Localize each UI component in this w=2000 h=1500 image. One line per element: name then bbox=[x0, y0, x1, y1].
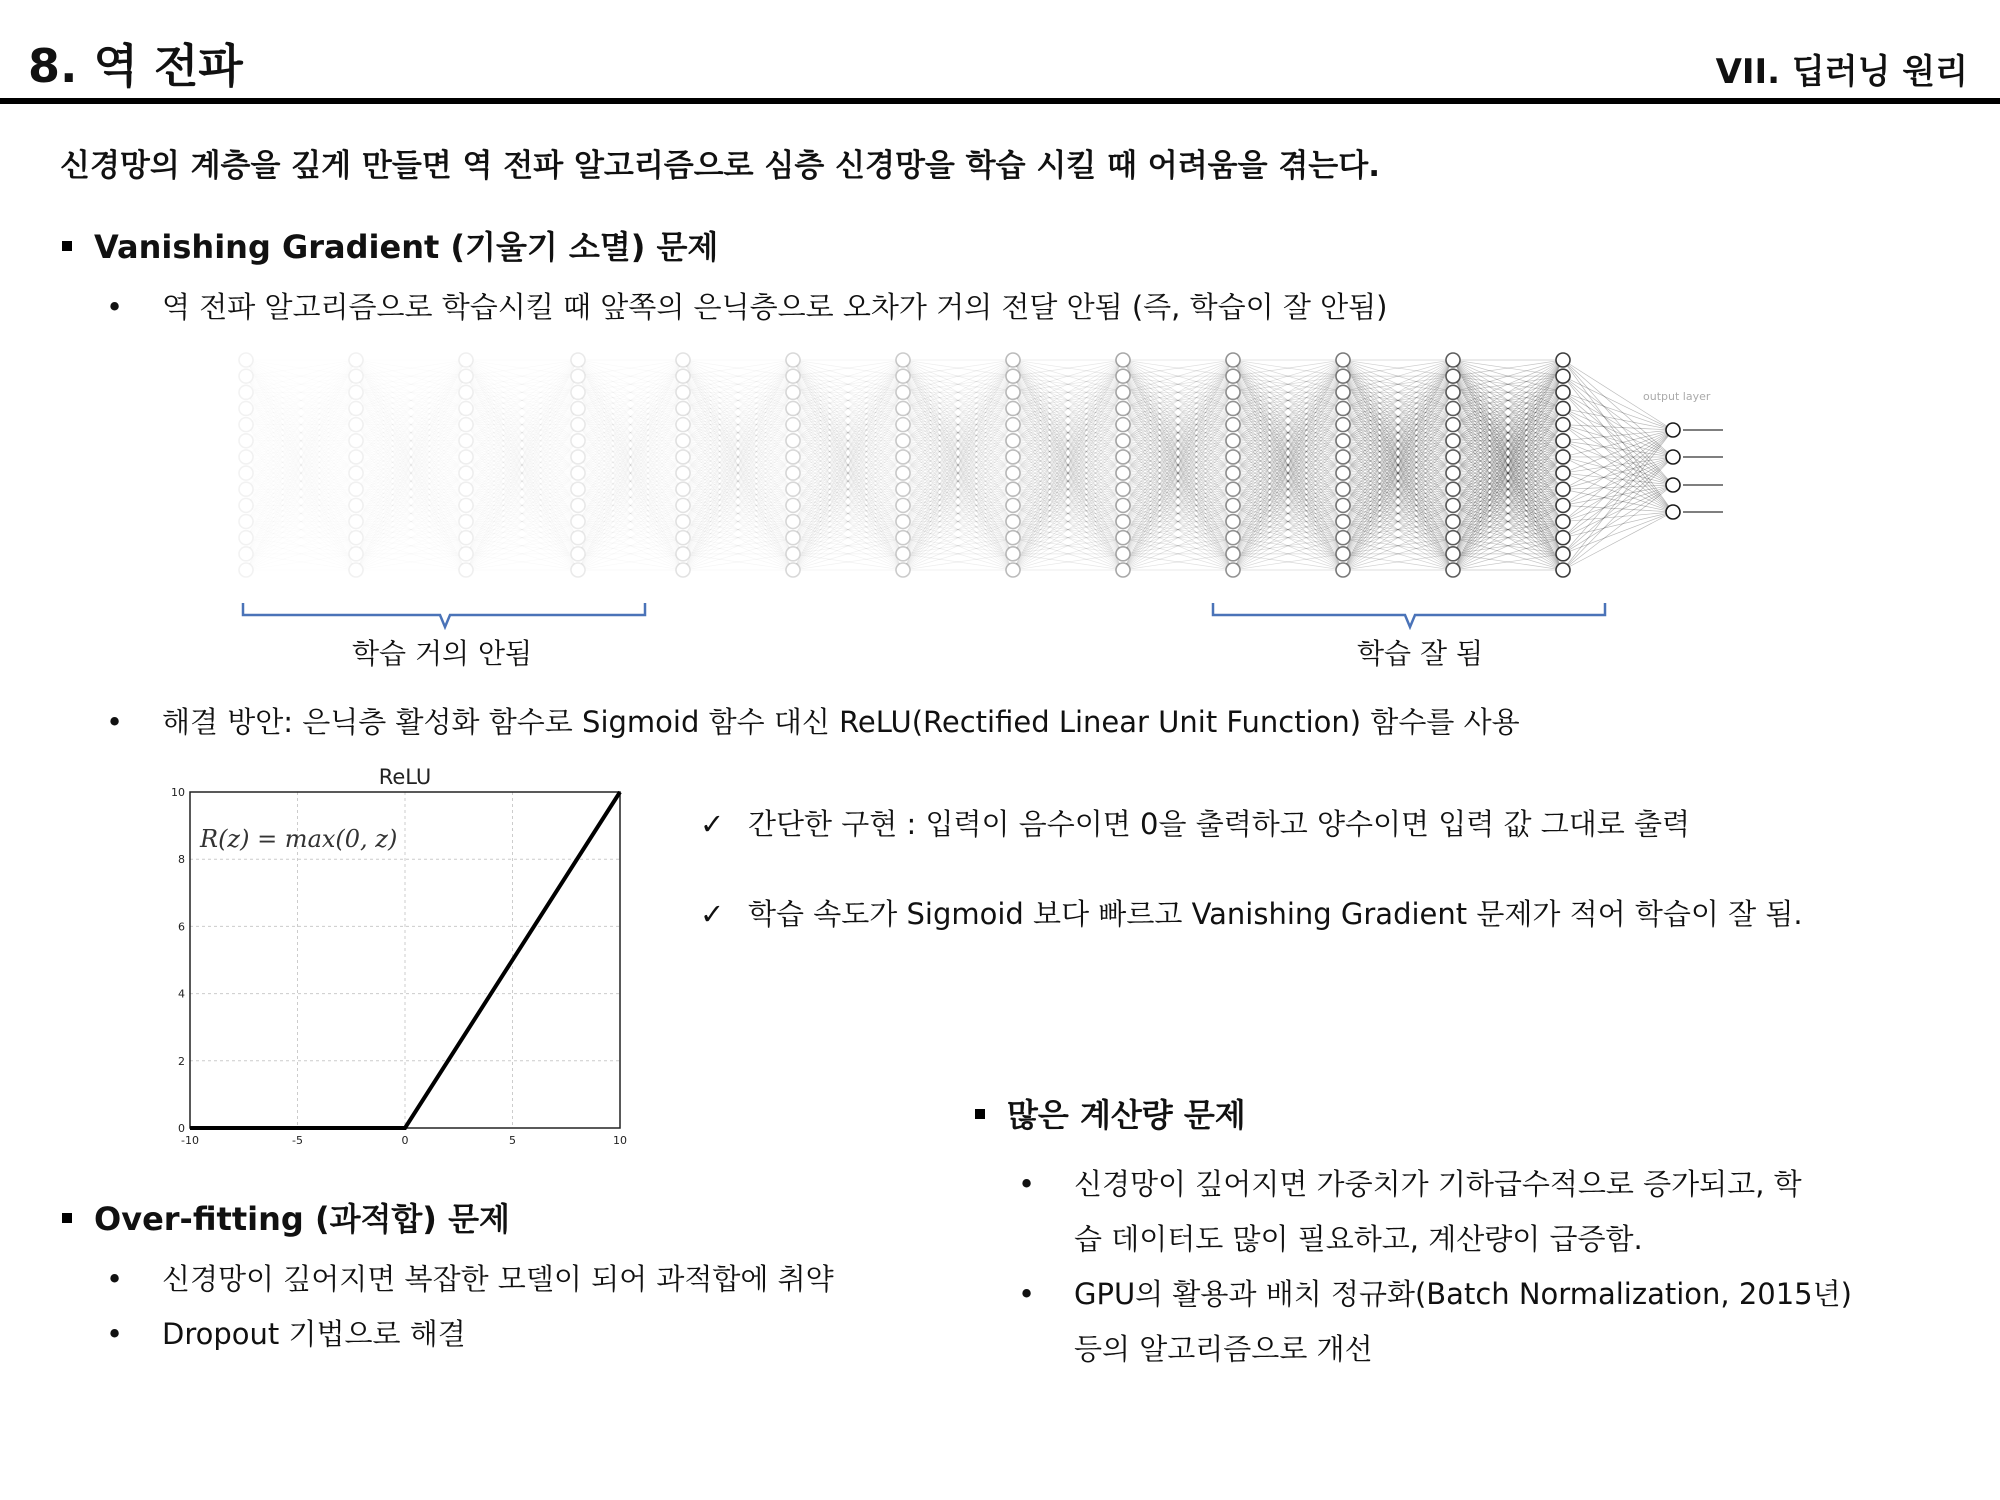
neuron bbox=[1006, 515, 1020, 529]
neuron bbox=[786, 498, 800, 512]
overfitting-bullet-2-text: Dropout 기법으로 해결 bbox=[162, 1317, 466, 1351]
neuron bbox=[1556, 563, 1570, 577]
neuron bbox=[239, 434, 253, 448]
neuron bbox=[1336, 401, 1350, 415]
computation-bullet-2 bbox=[1018, 1267, 1852, 1377]
neuron bbox=[896, 450, 910, 464]
neuron bbox=[571, 531, 585, 545]
neuron bbox=[1116, 450, 1130, 464]
neuron bbox=[1556, 401, 1570, 415]
check-icon: ✓ bbox=[700, 897, 725, 931]
vanishing-heading bbox=[62, 222, 718, 268]
neuron bbox=[676, 563, 690, 577]
neuron bbox=[676, 515, 690, 529]
neuron bbox=[1006, 434, 1020, 448]
computation-bullet-1-line-1: 신경망이 깊어지면 가중치가 기하급수적으로 증가되고, 학 bbox=[1074, 1167, 1802, 1201]
neuron bbox=[571, 385, 585, 399]
neuron bbox=[1006, 418, 1020, 432]
neuron bbox=[1556, 369, 1570, 383]
neuron bbox=[1336, 353, 1350, 367]
neuron bbox=[239, 531, 253, 545]
relu-note-1 bbox=[700, 802, 1690, 843]
x-tick-label: -5 bbox=[292, 1134, 303, 1147]
neuron bbox=[349, 531, 363, 545]
neuron bbox=[676, 466, 690, 480]
relu-chart-svg bbox=[160, 760, 640, 1150]
neuron bbox=[239, 547, 253, 561]
neuron bbox=[1116, 498, 1130, 512]
neuron bbox=[349, 353, 363, 367]
neuron bbox=[571, 563, 585, 577]
neuron bbox=[1006, 369, 1020, 383]
right-brace bbox=[1210, 600, 1610, 630]
neuron bbox=[1226, 482, 1240, 496]
neuron bbox=[349, 482, 363, 496]
relu-note-2 bbox=[700, 892, 1803, 933]
neuron bbox=[571, 482, 585, 496]
neuron bbox=[1226, 434, 1240, 448]
neuron bbox=[786, 531, 800, 545]
overfitting-bullet-1-text: 신경망이 깊어지면 복잡한 모델이 되어 과적합에 취약 bbox=[162, 1262, 834, 1296]
neuron bbox=[459, 385, 473, 399]
vanishing-bullet-2 bbox=[106, 700, 1520, 741]
neuron bbox=[1556, 498, 1570, 512]
neuron bbox=[239, 450, 253, 464]
neuron bbox=[786, 434, 800, 448]
header-rule bbox=[0, 98, 2000, 104]
neuron bbox=[896, 498, 910, 512]
neuron bbox=[349, 563, 363, 577]
neuron bbox=[1006, 385, 1020, 399]
neuron bbox=[1006, 466, 1020, 480]
vanishing-bullet-1 bbox=[106, 285, 1387, 326]
neuron bbox=[349, 515, 363, 529]
neuron bbox=[571, 547, 585, 561]
computation-bullet-1-line-2: 습 데이터도 많이 필요하고, 계산량이 급증함. bbox=[1074, 1222, 1643, 1256]
check-icon: ✓ bbox=[700, 807, 725, 841]
neuron bbox=[786, 563, 800, 577]
neuron bbox=[676, 547, 690, 561]
slide-subtitle: 신경망의 계층을 깊게 만들면 역 전파 알고리즘으로 심층 신경망을 학습 시킬 때 어려움을 겪는다. bbox=[60, 148, 1380, 184]
neuron bbox=[1226, 353, 1240, 367]
neuron bbox=[571, 369, 585, 383]
neuron bbox=[1446, 353, 1460, 367]
neuron bbox=[1446, 434, 1460, 448]
bullet-dot-icon: • bbox=[106, 1317, 124, 1351]
neuron bbox=[1446, 531, 1460, 545]
neuron bbox=[349, 466, 363, 480]
neuron bbox=[1226, 401, 1240, 415]
neuron bbox=[349, 498, 363, 512]
neuron bbox=[459, 353, 473, 367]
neuron bbox=[1116, 353, 1130, 367]
neuron bbox=[896, 466, 910, 480]
neuron bbox=[349, 401, 363, 415]
neuron bbox=[1116, 418, 1130, 432]
neuron bbox=[1226, 531, 1240, 545]
y-tick-label: 8 bbox=[178, 853, 185, 867]
neuron bbox=[239, 466, 253, 480]
neuron bbox=[786, 515, 800, 529]
neuron bbox=[349, 450, 363, 464]
computation-heading bbox=[975, 1090, 1246, 1136]
neuron bbox=[1226, 450, 1240, 464]
neuron bbox=[1226, 563, 1240, 577]
y-tick-label: 2 bbox=[178, 1054, 185, 1068]
neuron bbox=[1006, 482, 1020, 496]
neuron bbox=[239, 369, 253, 383]
y-tick-label: 6 bbox=[178, 920, 185, 934]
neuron bbox=[1446, 385, 1460, 399]
neuron bbox=[786, 401, 800, 415]
x-tick-label: 10 bbox=[613, 1134, 627, 1147]
neuron bbox=[349, 385, 363, 399]
y-tick-label: 4 bbox=[178, 987, 185, 1001]
neuron bbox=[1336, 385, 1350, 399]
neuron bbox=[676, 450, 690, 464]
vanishing-heading-text: Vanishing Gradient (기울기 소멸) 문제 bbox=[94, 228, 719, 266]
neuron bbox=[1006, 450, 1020, 464]
neuron bbox=[1226, 369, 1240, 383]
left-brace bbox=[240, 600, 650, 630]
x-tick-label: -10 bbox=[181, 1134, 199, 1147]
neuron bbox=[1116, 547, 1130, 561]
relu-note-1-text: 간단한 구현 : 입력이 음수이면 0을 출력하고 양수이면 입력 값 그대로 출력 bbox=[748, 807, 1691, 841]
section-label: VII. 딥러닝 원리 bbox=[1715, 52, 1968, 92]
neuron bbox=[896, 369, 910, 383]
chart-title: ReLU bbox=[378, 765, 432, 789]
neuron bbox=[676, 401, 690, 415]
neuron bbox=[459, 450, 473, 464]
neuron bbox=[1666, 478, 1680, 492]
neuron bbox=[1446, 515, 1460, 529]
neuron bbox=[1556, 482, 1570, 496]
bullet-dot-icon: • bbox=[106, 705, 124, 739]
neuron bbox=[1336, 498, 1350, 512]
neuron bbox=[676, 369, 690, 383]
right-brace-label: 학습 잘 됨 bbox=[1357, 637, 1483, 670]
neuron bbox=[1336, 531, 1350, 545]
neuron bbox=[1336, 434, 1350, 448]
neuron bbox=[786, 353, 800, 367]
neuron bbox=[1336, 482, 1350, 496]
neuron bbox=[1666, 505, 1680, 519]
neuron bbox=[1226, 547, 1240, 561]
computation-bullet-1 bbox=[1018, 1157, 1802, 1267]
neuron bbox=[1116, 466, 1130, 480]
neuron bbox=[1336, 418, 1350, 432]
neuron bbox=[571, 450, 585, 464]
neuron bbox=[459, 531, 473, 545]
neuron bbox=[571, 418, 585, 432]
neuron bbox=[1666, 423, 1680, 437]
neuron bbox=[896, 434, 910, 448]
neuron bbox=[1446, 401, 1460, 415]
neuron bbox=[786, 369, 800, 383]
neuron bbox=[1556, 547, 1570, 561]
output-layer-label: output layer bbox=[1643, 390, 1711, 403]
neuron bbox=[349, 434, 363, 448]
y-tick-label: 0 bbox=[178, 1122, 185, 1135]
neuron bbox=[1116, 401, 1130, 415]
neuron bbox=[1446, 498, 1460, 512]
neuron bbox=[459, 563, 473, 577]
neuron bbox=[786, 547, 800, 561]
neuron bbox=[1556, 353, 1570, 367]
neural-network-diagram bbox=[228, 345, 1748, 600]
neuron bbox=[239, 385, 253, 399]
neuron bbox=[896, 515, 910, 529]
computation-bullet-2-line-2: 등의 알고리즘으로 개선 bbox=[1074, 1332, 1373, 1366]
neuron bbox=[1006, 353, 1020, 367]
neuron bbox=[1336, 450, 1350, 464]
neuron bbox=[459, 369, 473, 383]
neuron bbox=[676, 482, 690, 496]
neuron bbox=[786, 418, 800, 432]
neuron bbox=[1446, 466, 1460, 480]
neuron bbox=[896, 418, 910, 432]
neuron bbox=[1556, 466, 1570, 480]
neuron bbox=[1446, 482, 1460, 496]
neuron bbox=[1116, 515, 1130, 529]
overfitting-heading-text: Over-fitting (과적합) 문제 bbox=[94, 1200, 510, 1238]
neuron bbox=[571, 434, 585, 448]
neuron bbox=[459, 434, 473, 448]
neuron bbox=[349, 547, 363, 561]
neuron bbox=[239, 401, 253, 415]
neuron bbox=[1006, 531, 1020, 545]
y-tick-label: 10 bbox=[171, 786, 185, 799]
left-brace-label: 학습 거의 안됨 bbox=[352, 637, 533, 670]
neuron bbox=[239, 482, 253, 496]
neuron bbox=[1446, 418, 1460, 432]
neuron bbox=[1556, 515, 1570, 529]
neuron bbox=[1556, 434, 1570, 448]
neuron bbox=[896, 385, 910, 399]
neuron bbox=[571, 498, 585, 512]
bullet-dot-icon: • bbox=[106, 1262, 124, 1296]
neuron bbox=[1556, 385, 1570, 399]
neuron bbox=[239, 418, 253, 432]
overfitting-bullet-2 bbox=[106, 1312, 466, 1353]
neuron bbox=[349, 418, 363, 432]
neuron bbox=[1226, 498, 1240, 512]
vanishing-bullet-1-text: 역 전파 알고리즘으로 학습시킬 때 앞쪽의 은닉층으로 오차가 거의 전달 안됨 (즉, 학습이 잘 안됨) bbox=[162, 290, 1388, 324]
neuron bbox=[571, 353, 585, 367]
vanishing-bullet-2-text: 해결 방안: 은닉층 활성화 함수로 Sigmoid 함수 대신 ReLU(Rectified Linear Unit Function) 함수를 사용 bbox=[162, 705, 1520, 739]
neuron bbox=[786, 385, 800, 399]
square-bullet-icon bbox=[62, 241, 72, 251]
neuron bbox=[676, 531, 690, 545]
neuron bbox=[1116, 531, 1130, 545]
neuron bbox=[1556, 531, 1570, 545]
neuron bbox=[239, 353, 253, 367]
neuron bbox=[1006, 498, 1020, 512]
neuron bbox=[1336, 466, 1350, 480]
neuron bbox=[1006, 401, 1020, 415]
neuron bbox=[459, 482, 473, 496]
neuron bbox=[571, 515, 585, 529]
neuron bbox=[896, 353, 910, 367]
square-bullet-icon bbox=[975, 1109, 985, 1119]
neuron bbox=[1336, 547, 1350, 561]
neuron bbox=[1446, 450, 1460, 464]
neuron bbox=[239, 515, 253, 529]
square-bullet-icon bbox=[62, 1213, 72, 1223]
neuron bbox=[676, 418, 690, 432]
overfitting-bullet-1 bbox=[106, 1257, 834, 1298]
relu-formula: R(z) = max(0, z) bbox=[200, 825, 398, 853]
neuron bbox=[1666, 450, 1680, 464]
neuron bbox=[896, 531, 910, 545]
neuron bbox=[1446, 369, 1460, 383]
neuron bbox=[896, 482, 910, 496]
neuron bbox=[1226, 385, 1240, 399]
neuron bbox=[459, 498, 473, 512]
neuron bbox=[1336, 515, 1350, 529]
page-title: 8. 역 전파 bbox=[28, 39, 243, 93]
neuron bbox=[1006, 547, 1020, 561]
neuron bbox=[239, 498, 253, 512]
x-tick-label: 0 bbox=[401, 1134, 409, 1147]
bullet-dot-icon: • bbox=[106, 290, 124, 324]
neural-network-figure bbox=[228, 345, 1748, 600]
overfitting-heading bbox=[62, 1194, 510, 1240]
relu-chart bbox=[160, 760, 640, 1150]
neuron bbox=[1116, 385, 1130, 399]
neuron bbox=[676, 385, 690, 399]
neuron bbox=[459, 466, 473, 480]
neuron bbox=[786, 466, 800, 480]
bullet-dot-icon: • bbox=[1018, 1277, 1036, 1311]
neuron bbox=[459, 515, 473, 529]
neuron bbox=[786, 482, 800, 496]
neuron bbox=[1446, 547, 1460, 561]
computation-bullet-2-line-1: GPU의 활용과 배치 정규화(Batch Normalization, 2015년) bbox=[1074, 1277, 1852, 1311]
neuron bbox=[1116, 434, 1130, 448]
neuron bbox=[896, 401, 910, 415]
neuron bbox=[459, 418, 473, 432]
neuron bbox=[676, 353, 690, 367]
neuron bbox=[896, 563, 910, 577]
neuron bbox=[459, 547, 473, 561]
neuron bbox=[896, 547, 910, 561]
neuron bbox=[349, 369, 363, 383]
neuron bbox=[1116, 369, 1130, 383]
neuron bbox=[1336, 563, 1350, 577]
neuron bbox=[1226, 418, 1240, 432]
neuron bbox=[1446, 563, 1460, 577]
neuron bbox=[571, 401, 585, 415]
neuron bbox=[239, 563, 253, 577]
neuron bbox=[1116, 482, 1130, 496]
neuron bbox=[676, 434, 690, 448]
relu-note-2-text: 학습 속도가 Sigmoid 보다 빠르고 Vanishing Gradient 문제가 적어 학습이 잘 됨. bbox=[748, 897, 1803, 931]
neuron bbox=[1336, 369, 1350, 383]
neuron bbox=[571, 466, 585, 480]
neuron bbox=[1556, 450, 1570, 464]
bullet-dot-icon: • bbox=[1018, 1167, 1036, 1201]
neuron bbox=[1116, 563, 1130, 577]
neuron bbox=[786, 450, 800, 464]
neuron bbox=[676, 498, 690, 512]
neuron bbox=[1226, 515, 1240, 529]
neuron bbox=[1006, 563, 1020, 577]
neuron bbox=[1226, 466, 1240, 480]
computation-heading-text: 많은 계산량 문제 bbox=[1007, 1096, 1246, 1134]
x-tick-label: 5 bbox=[509, 1134, 516, 1147]
neuron bbox=[1556, 418, 1570, 432]
neuron bbox=[459, 401, 473, 415]
